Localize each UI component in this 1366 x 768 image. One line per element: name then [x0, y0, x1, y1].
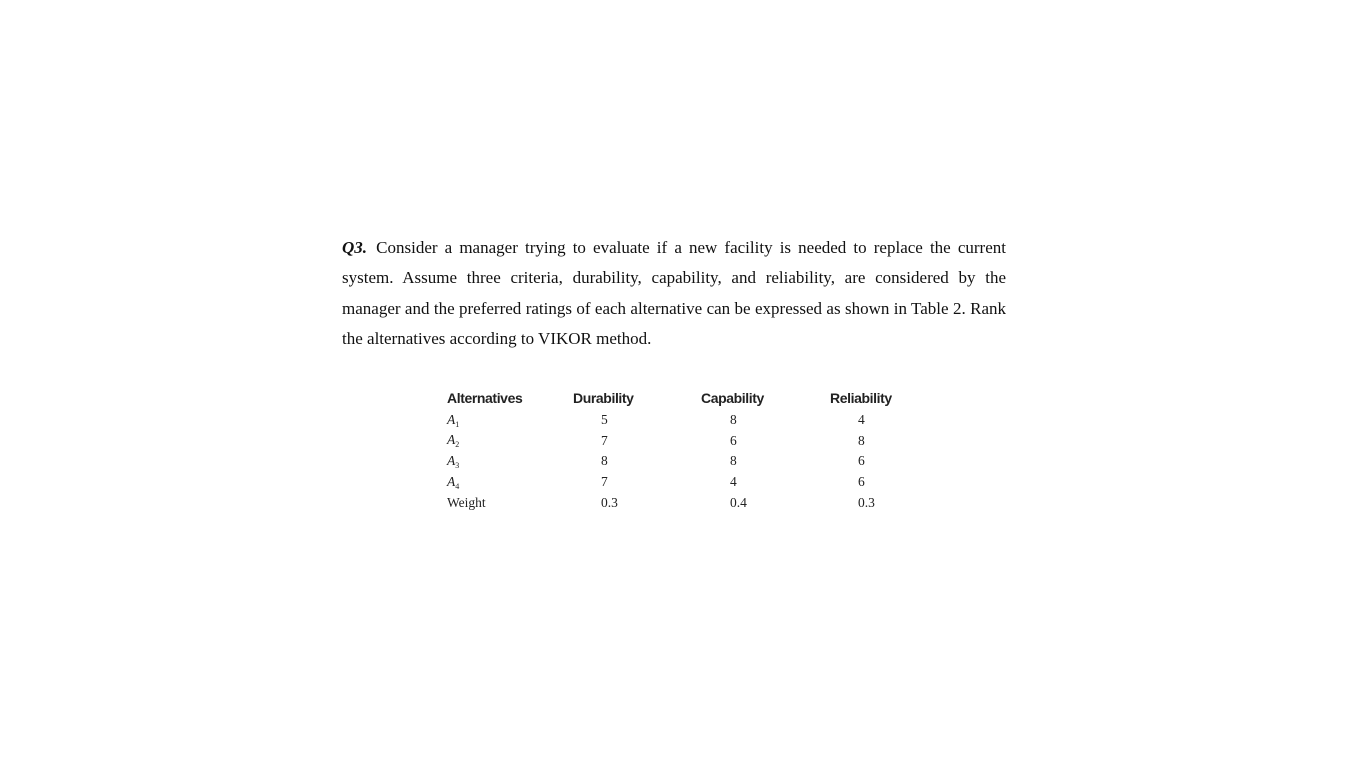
table-row: [447, 451, 910, 472]
alternative-name: A: [447, 473, 456, 489]
table-header-row: [447, 386, 910, 410]
alternative-name: A: [447, 411, 456, 427]
capability-cell: 8: [730, 412, 737, 428]
capability-cell: 4: [730, 474, 737, 490]
question-paragraph: [342, 233, 1006, 354]
alternative-name: A: [447, 452, 456, 468]
header-alternatives: Alternatives: [447, 390, 523, 406]
ratings-table: [447, 386, 910, 513]
question-text: Consider a manager trying to evaluate if a new facility is needed to replace the current system. Assume three criteria, durability, capability, and reliability, are considered by the manager and the preferred ratings of each alternative can be expressed as shown in Table 2. Rank the alternatives according to VIKOR method.: [342, 238, 1006, 348]
durability-cell: 5: [601, 412, 608, 428]
alternative-index: 3: [455, 460, 460, 470]
alternative-cell: [447, 410, 573, 431]
alternative-index: 2: [455, 440, 460, 450]
header-capability: Capability: [701, 390, 764, 406]
durability-cell: 7: [601, 432, 608, 448]
table-row: [447, 472, 910, 493]
weight-label: Weight: [447, 494, 486, 510]
capability-cell: 6: [730, 432, 737, 448]
reliability-cell: 6: [858, 453, 865, 469]
alternative-name: A: [447, 432, 456, 448]
alternative-cell: [447, 431, 573, 452]
table-row: [447, 410, 910, 431]
durability-cell: 8: [601, 453, 608, 469]
header-reliability: Reliability: [830, 390, 892, 406]
durability-cell: 7: [601, 474, 608, 490]
weight-reliability: 0.3: [858, 494, 875, 510]
weight-capability: 0.4: [730, 494, 747, 510]
reliability-cell: 4: [858, 412, 865, 428]
alternative-cell: [447, 472, 573, 493]
capability-cell: 8: [730, 453, 737, 469]
weight-durability: 0.3: [601, 494, 618, 510]
alternative-index: 1: [455, 419, 460, 429]
header-durability: Durability: [573, 390, 634, 406]
alternative-index: 4: [455, 481, 460, 491]
question-label: Q3.: [342, 238, 368, 257]
reliability-cell: 8: [858, 432, 865, 448]
table-row: [447, 431, 910, 452]
reliability-cell: 6: [858, 474, 865, 490]
weight-row: [447, 492, 910, 513]
alternative-cell: [447, 451, 573, 472]
